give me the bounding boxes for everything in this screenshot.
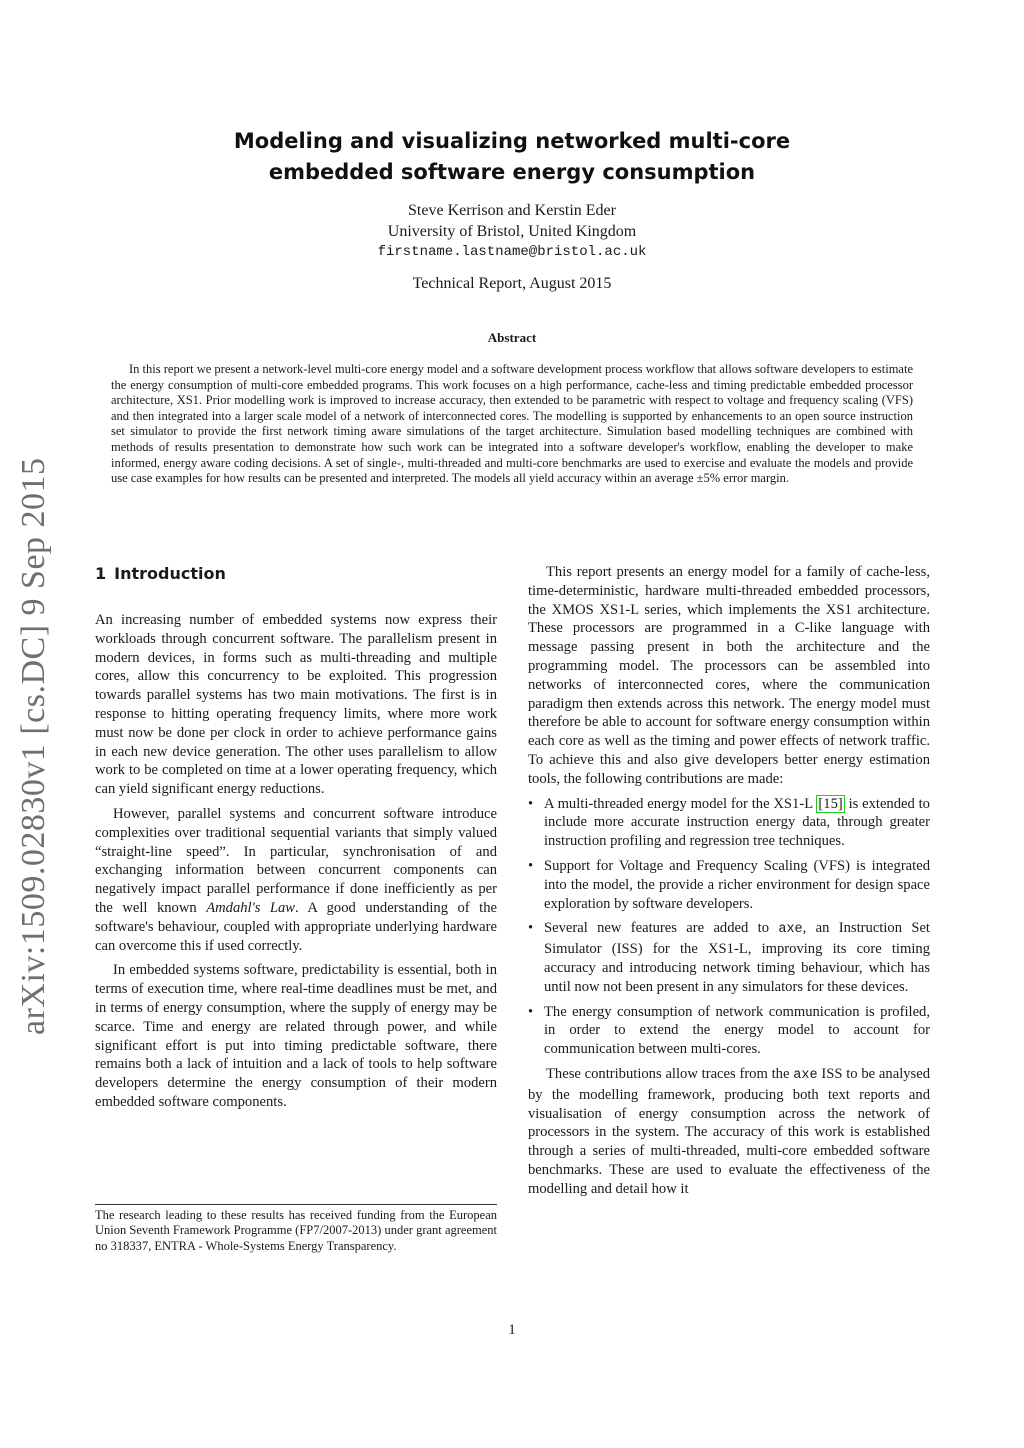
intro-paragraph-2-text-b: . A good understanding of the software's behaviour, coupled with appropriate underlying hardware can overcome this if used correctly. xyxy=(95,899,497,954)
author-email: firstname.lastname@bristol.ac.uk xyxy=(377,244,647,260)
bullet-icon: • xyxy=(528,857,534,874)
list-item xyxy=(528,919,930,996)
list-item xyxy=(528,1003,930,1059)
intro-paragraph-4: This report presents an energy model for a family of cache-less, time-deterministic, hardware multi-threaded embedded processors, the XMOS XS1-L series, which implements the XS1 architecture. These processors are programmed in a C-like language with message passing present in both the architecture and the programming model. The processors can be assembled into networks of interconnected cores, where the communication paradigm then extends across this network. The energy model must therefore be able to account for software energy consumption within each core as well as the timing and power effects of network traffic. To achieve this and also give developers better energy estimation tools, the following contributions are made: xyxy=(528,564,930,787)
bullet-1-text-b: is extended to include more accurate instruction energy data, through greater instruction profiling and regression tree techniques. xyxy=(544,795,930,850)
intro-paragraph-2 xyxy=(95,805,497,955)
paper-title: Modeling and visualizing networked multi-core embedded software energy consumption xyxy=(233,129,791,184)
axe-code: axe xyxy=(793,1067,818,1083)
list-item xyxy=(528,795,930,851)
left-column xyxy=(95,563,497,1118)
section-number: 1 xyxy=(95,564,107,583)
citation-link[interactable]: [15] xyxy=(818,795,843,812)
abstract-text: In this report we present a network-level multi-core energy model and a software development process workflow that allows software developers to estimate the energy consumption of multi-core embedded programs. This work focuses on a high performance, cache-less and timing predictable embedded processor architecture, XS1. Prior modelling work is improved to increase accuracy, then extended to be parametric with respect to voltage and frequency scaling (VFS) and then integrated into a larger scale model of a network of interconnected cores. The modelling is supported by enhancements to an open source instruction set simulator to provide the first network timing aware simulations of the target architecture. Simulation based modelling techniques are combined with methods of results presentation to demonstrate how such work can be integrated into a software developer's workflow, enabling the developer to make informed, energy aware coding decisions. A set of single-, multi-threaded and multi-core benchmarks are used to exercise and evaluate the models and provide use case examples for how results can be presented and interpreted. The models all yield accuracy within an average ±5% error margin. xyxy=(111,362,913,486)
author-affiliation: University of Bristol, United Kingdom xyxy=(387,223,637,240)
axe-code: axe xyxy=(778,922,803,938)
right-column xyxy=(528,563,930,1205)
intro-paragraph-1: An increasing number of embedded systems now express their workloads through concurrent software. The parallelism present in modern devices, in forms such as multi-threading and multiple cores, allow this concurrency to be exploited. This progression towards parallel systems has two main motivations. The first is in response to hitting operating frequency limits, where more work must now be done per clock in order to achieve performance gains in each new device generation. The other uses parallelism to allow work to be completed on time at a lower operating frequency, which can yield significant energy reductions. xyxy=(95,612,497,798)
amdahls-law-term: Amdahl's Law xyxy=(206,899,296,916)
list-item xyxy=(528,857,930,913)
section-heading xyxy=(95,563,497,585)
intro-paragraph-5 xyxy=(528,1065,930,1199)
intro-paragraph-5-text-a: These contributions allow traces from the xyxy=(546,1065,794,1082)
author-names: Steve Kerrison and Kerstin Eder xyxy=(408,202,616,219)
intro-paragraph-2-text-a: However, parallel systems and concurrent software introduce complexities over traditional sequential variants that simply valued “straight-line speed”. In particular, synchronisation of and exchanging information between concurrent components can negatively impact parallel performance if done inefficiently as per the well known xyxy=(95,805,497,916)
bullet-icon: • xyxy=(528,795,534,812)
contributions-list xyxy=(528,795,930,1059)
bullet-3-text-a: Several new features are added to xyxy=(544,920,779,937)
bullet-icon: • xyxy=(528,1003,534,1020)
report-date: Technical Report, August 2015 xyxy=(412,275,612,292)
bullet-4-text: The energy consumption of network communication is profiled, in order to extend the energy model to account for communication between multi-cores. xyxy=(544,1003,930,1058)
intro-paragraph-3: In embedded systems software, predictability is essential, both in terms of execution time, where real-time deadlines must be met, and in terms of energy consumption, where the supply of energy may be scarce. Time and energy are related through power, and while significant effort is put into timing predictable software, there remains both a lack of intuition and a lack of tools to help software developers determine the energy consumption of their modern embedded software components. xyxy=(95,962,497,1110)
arxiv-identifier: arXiv:1509.02830v1 [cs.DC] 9 Sep 2015 xyxy=(15,457,52,1035)
page-number: 1 xyxy=(508,1322,516,1338)
author-block xyxy=(180,200,844,263)
abstract-heading: Abstract xyxy=(487,330,537,345)
bullet-icon: • xyxy=(528,920,534,937)
funding-footnote: The research leading to these results has received funding from the European Union Seventh Framework Programme (FP7/2007-2013) under grant agreement no 318337, ENTRA - Whole-Systems Energy Transparency. xyxy=(95,1208,497,1253)
bullet-1-text-a: A multi-threaded energy model for the XS1-L xyxy=(544,795,817,812)
bullet-3-text-b: , an Instruction Set Simulator (ISS) for the XS1-L, improving its core timing accuracy and introducing network timing behaviour, which has until now not been present in any simulators for these devices. xyxy=(544,920,930,995)
section-title: Introduction xyxy=(114,564,226,583)
intro-paragraph-5-text-b: ISS to be analysed by the modelling framework, producing both text reports and visualisation of energy consumption across the network of processors in the system. The accuracy of this work is established through a series of multi-threaded, multi-core embedded software benchmarks. These are used to evaluate the effectiveness of the modelling and detail how it xyxy=(528,1065,930,1197)
footnote-divider xyxy=(95,1204,497,1205)
bullet-2-text: Support for Voltage and Frequency Scaling (VFS) is integrated into the model, the provide a richer environment for design space exploration by software developers. xyxy=(544,857,930,912)
